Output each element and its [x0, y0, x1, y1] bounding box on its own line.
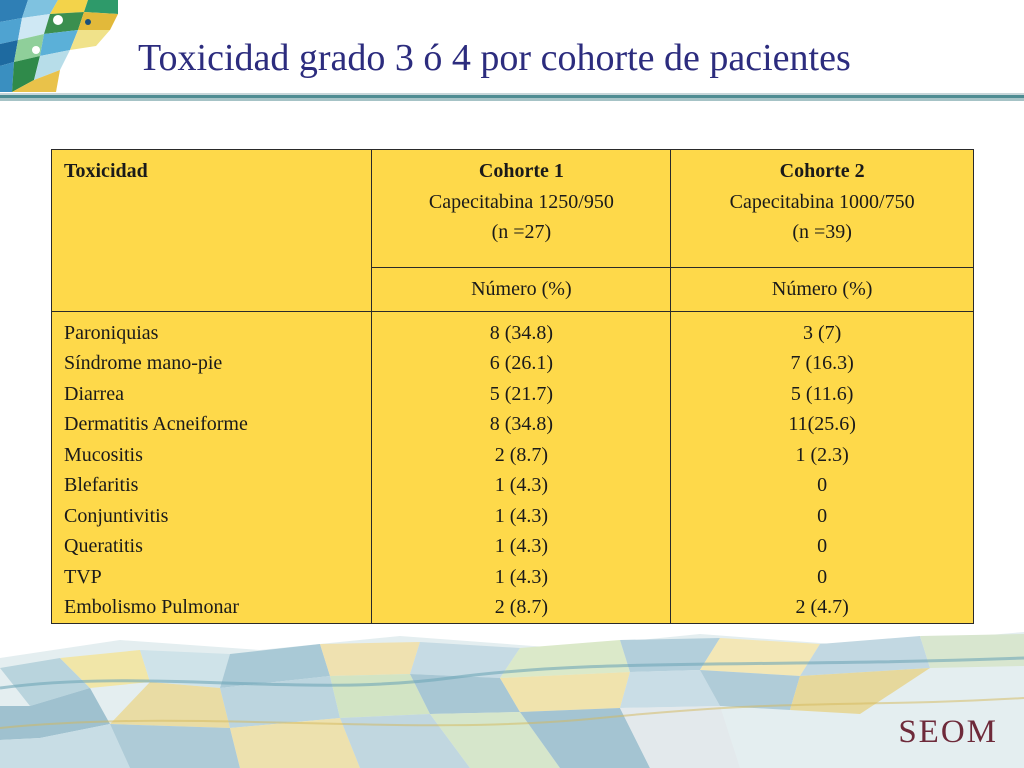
subheader-cohort-2: Número (%): [671, 268, 974, 312]
cohort-1-value: 2 (8.7): [494, 596, 549, 618]
cohort-1-value: 1 (4.3): [494, 565, 549, 588]
header-cohort-2: [671, 150, 974, 268]
toxicity-name: Paroniquias: [64, 321, 159, 344]
toxicity-name: Dermatitis Acneiforme: [64, 413, 248, 435]
toxicity-name: Diarrea: [64, 382, 124, 405]
cohort-1-value: 8 (34.8): [489, 321, 554, 344]
table-header-row: [52, 150, 974, 268]
cohort-2-n: (n =39): [792, 221, 852, 243]
cohort-1-drug: Capecitabina 1250/950: [428, 190, 614, 213]
cohort-1-name: Cohorte 1: [478, 160, 564, 182]
cohort-1-value: 2 (8.7): [494, 443, 549, 466]
toxicity-list: [52, 311, 372, 623]
cohort-2-name: Cohorte 2: [779, 160, 865, 182]
cohort-2-drug: Capecitabina 1000/750: [729, 190, 915, 213]
cohort-2-value: 0: [817, 565, 828, 588]
cohort-2-value: 3 (7): [802, 321, 842, 344]
cohort-1-value: 6 (26.1): [489, 352, 554, 374]
toxicity-name: Síndrome mano-pie: [64, 352, 223, 374]
toxicity-name: Mucositis: [64, 443, 143, 466]
toxicity-name: Embolismo Pulmonar: [64, 596, 239, 618]
header-toxicity: [52, 150, 372, 312]
mosaic-logo: [0, 0, 118, 92]
toxicity-table: [51, 149, 974, 624]
cohort-2-value: 2 (4.7): [795, 596, 849, 618]
cohort-2-value: 0: [817, 535, 828, 557]
mosaic-footer: [0, 628, 1024, 768]
slide-title: Toxicidad grado 3 ó 4 por cohorte de pacientes: [138, 37, 851, 79]
cohort-1-value: 1 (4.3): [494, 535, 549, 557]
toxicity-name: Conjuntivitis: [64, 504, 169, 527]
toxicity-name: Queratitis: [64, 535, 143, 557]
subheader-cohort-1: Número (%): [372, 268, 671, 312]
toxicity-name: Blefaritis: [64, 474, 139, 496]
cohort-2-value: 7 (16.3): [790, 352, 854, 374]
table-body-row: [52, 311, 974, 623]
toxicity-name: TVP: [64, 565, 102, 588]
cohort-1-values: [372, 311, 671, 623]
cohort-2-value: 0: [817, 474, 828, 496]
cohort-1-value: 1 (4.3): [494, 474, 549, 496]
header-cohort-1: [372, 150, 671, 268]
cohort-1-value: 5 (21.7): [489, 382, 554, 405]
title-divider: [0, 93, 1024, 101]
cohort-2-value: 0: [817, 504, 828, 527]
cohort-2-value: 5 (11.6): [790, 382, 854, 405]
seom-brand-text: SEOM: [898, 714, 998, 750]
cohort-2-value: 11(25.6): [788, 413, 856, 435]
cohort-2-values: [671, 311, 974, 623]
cohort-1-value: 1 (4.3): [494, 504, 549, 527]
cohort-1-n: (n =27): [491, 221, 552, 243]
cohort-1-value: 8 (34.8): [489, 413, 554, 435]
header-toxicity-label: Toxicidad: [64, 160, 148, 182]
cohort-2-value: 1 (2.3): [795, 443, 849, 466]
